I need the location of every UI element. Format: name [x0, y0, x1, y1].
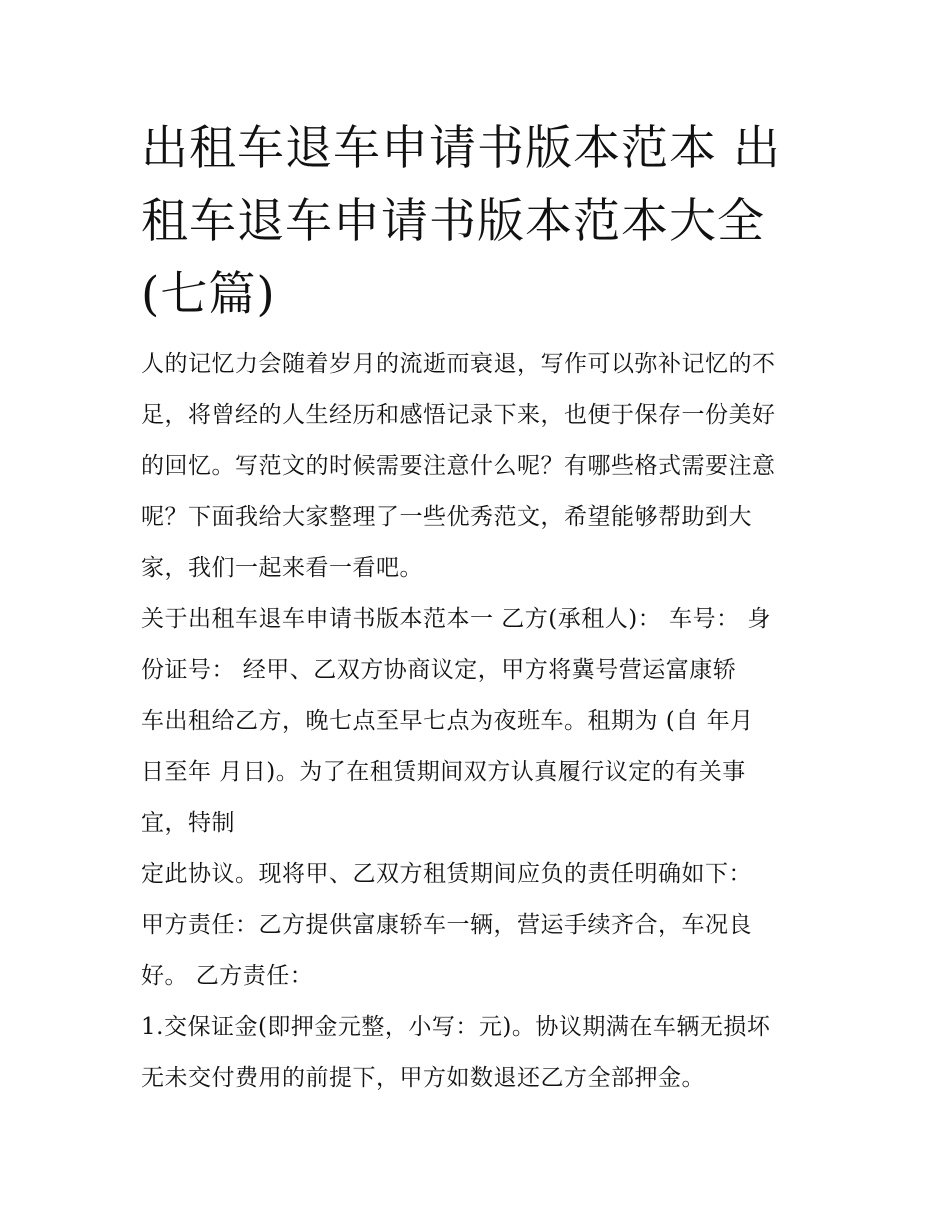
- body-line: 家，我们一起来看一看吧。: [141, 555, 423, 581]
- body-line: 定此协议。现将甲、乙双方租赁期间应负的责任明确如下：: [141, 861, 752, 887]
- body-line: 足，将曾经的人生经历和感悟记录下来，也便于保存一份美好: [141, 402, 776, 428]
- body-line: 呢？下面我给大家整理了一些优秀范文，希望能够帮助到大: [141, 504, 752, 530]
- body-line: 关于出租车退车申请书版本范本一 乙方(承租人)： 车号： 身: [141, 606, 771, 632]
- document-body: [141, 339, 821, 1104]
- title-line: (七篇): [141, 267, 276, 322]
- body-line: 车出租给乙方，晚七点至早七点为夜班车。租期为 (自 年月: [141, 708, 754, 734]
- body-line: 宜，特制: [141, 810, 235, 836]
- body-line: 的回忆。写范文的时候需要注意什么呢？有哪些格式需要注意: [141, 453, 776, 479]
- body-line: 甲方责任：乙方提供富康轿车一辆，营运手续齐合，车况良: [141, 912, 752, 938]
- document-page: [141, 112, 821, 1104]
- body-line: 无未交付费用的前提下，甲方如数退还乙方全部押金。: [141, 1065, 705, 1091]
- body-line: 人的记忆力会随着岁月的流逝而衰退，写作可以弥补记忆的不: [141, 351, 776, 377]
- document-title: [141, 112, 821, 331]
- body-line: 份证号： 经甲、乙双方协商议定，甲方将冀号营运富康轿: [141, 657, 737, 683]
- body-line: 日至年 月日)。为了在租赁期间双方认真履行议定的有关事: [141, 759, 746, 785]
- title-line: 租车退车申请书版本范本大全: [141, 194, 765, 249]
- body-line: 1.交保证金(即押金元整，小写：元)。协议期满在车辆无损坏: [141, 1014, 771, 1040]
- title-line: 出租车退车申请书版本范本 出: [141, 121, 781, 176]
- body-line: 好。 乙方责任：: [141, 963, 314, 989]
